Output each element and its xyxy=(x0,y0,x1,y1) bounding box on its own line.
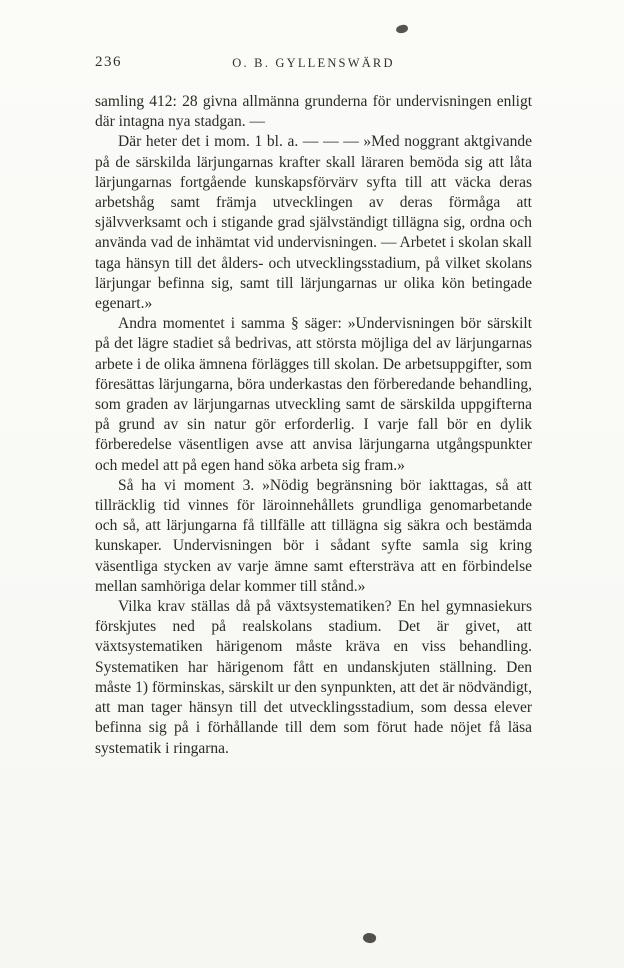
running-header: O. B. GYLLENSWÄRD xyxy=(232,56,395,70)
paragraph-continuation: samling 412: 28 givna allmänna grunderna för undervisningen enligt där intagna nya stadgan. — xyxy=(95,93,532,131)
page-number: 236 xyxy=(95,54,122,70)
body-text xyxy=(95,92,532,759)
ink-speck-top xyxy=(396,24,409,34)
paragraph-conclusion: Vilka krav ställas då på växtsystematiken? En hel gymnasiekurs förskjutes ned på realskolans stadium. Det är givet, att växtsystematiken härigenom måste kräva en viss behandling. Systematiken har härigenom fått en undanskjuten ställning. Den måste 1) förminskas, särskilt ur den synpunkten, att det är nödvändigt, att man tager hänsyn till det utvecklingsstadium, som dessa elever befinna sig på i förhållande till dem som förut hade nöjet få läsa systematik i ringarna. xyxy=(95,598,532,757)
paragraph-moment-2: Andra momentet i samma § säger: »Undervisningen bör särskilt på det lägre stadiet så bedrivas, att största möjliga del av lärjungarnas arbete i de olika ämnena förlägges till skolan. De arbetsuppgifter, som föresättas lärjungarna, böra underkastas den förberedande behandling, som graden av lärjungarnas utveckling samt de särskilda uppgifterna på grund av sin natur gör erforderlig. I varje fall bör en dylik förberedelse väsentligen avse att anvisa lärjungarna utgångspunkter och medel att på egen hand söka arbeta sig fram.» xyxy=(95,315,532,474)
ink-speck-bottom xyxy=(362,932,377,944)
page-header xyxy=(95,54,532,74)
paragraph-moment-3: Så ha vi moment 3. »Nödig begränsning bör iakttagas, så att tillräcklig tid vinnes för läroinnehållets grundliga genomarbetande och så, att lärjungarna få tillfälle att tillägna sig säkra och bestämda kunskaper. Undervisningen bör i sådant syfte samla sig kring väsentliga stycken av varje ämne samt eftersträva att en förbindelse mellan samhöriga delar kommer till stånd.» xyxy=(95,476,532,595)
paragraph-moment-1: Där heter det i mom. 1 bl. a. — — — »Med noggrant aktgivande på de särskilda lärjungarnas krafter skall läraren bemöda sig att låta lärjungarnas fortgående kunskapsförvärv syfta till att väcka deras arbetshåg samt främja utvecklingen av deras förmåga att självverksamt och i stigande grad självständigt tillägna sig, ordna och använda vad de inhämtat vid undervisningen. — Arbetet i skolan skall taga hänsyn till det ålders- och utvecklingsstadium, på vilket skolans lärjungar befinna sig, samt till lärjungarnas ur olika kön betingade egenart.» xyxy=(95,133,532,313)
